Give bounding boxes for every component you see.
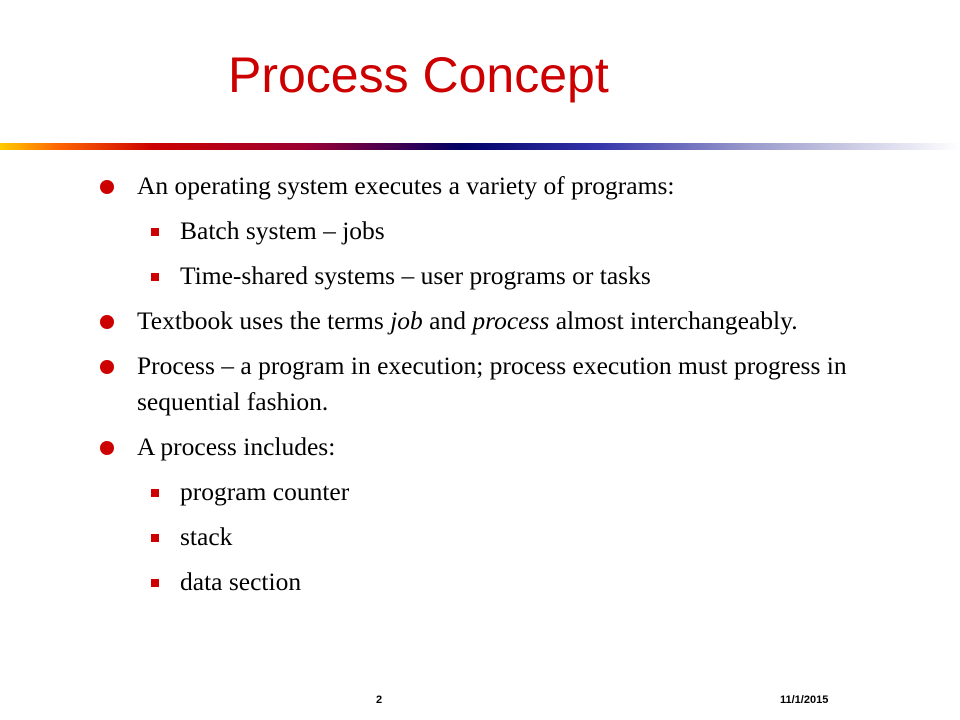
item-emphasis-job: job: [390, 306, 423, 335]
square-bullet-icon: [151, 273, 159, 281]
item-text: A process includes:: [137, 432, 336, 461]
page-number: 2: [376, 694, 383, 706]
sub-list-item: [100, 258, 900, 294]
gradient-divider: [0, 143, 960, 150]
item-text: and: [422, 306, 473, 335]
square-bullet-icon: [151, 579, 159, 587]
item-emphasis-process: process: [472, 306, 550, 335]
subitem-text: stack: [180, 522, 233, 551]
square-bullet-icon: [151, 534, 159, 542]
item-text: Textbook uses the terms: [137, 306, 391, 335]
round-bullet-icon: [100, 315, 114, 329]
sub-list-item: [100, 474, 900, 510]
footer-date: 11/1/2015: [780, 694, 829, 706]
sub-list-item: [100, 564, 900, 600]
item-text: almost interchangeably.: [549, 306, 798, 335]
list-item: [100, 348, 900, 420]
list-item: [100, 429, 900, 465]
item-text: Process – a program in execution; process execution must progress in sequential fashion.: [137, 351, 847, 416]
slide-title: Process Concept: [228, 47, 609, 103]
square-bullet-icon: [151, 489, 159, 497]
list-item: [100, 168, 900, 204]
round-bullet-icon: [100, 180, 114, 194]
sub-list-item: [100, 519, 900, 555]
subitem-text: Batch system – jobs: [180, 216, 385, 245]
square-bullet-icon: [151, 228, 159, 236]
subitem-text: program counter: [180, 477, 350, 506]
bullet-list: [100, 168, 900, 609]
subitem-text: data section: [180, 567, 302, 596]
round-bullet-icon: [100, 360, 114, 374]
list-item: [100, 303, 900, 339]
subitem-text: Time-shared systems – user programs or tasks: [180, 261, 651, 290]
item-text: An operating system executes a variety of programs:: [137, 171, 675, 200]
round-bullet-icon: [100, 441, 114, 455]
sub-list-item: [100, 213, 900, 249]
